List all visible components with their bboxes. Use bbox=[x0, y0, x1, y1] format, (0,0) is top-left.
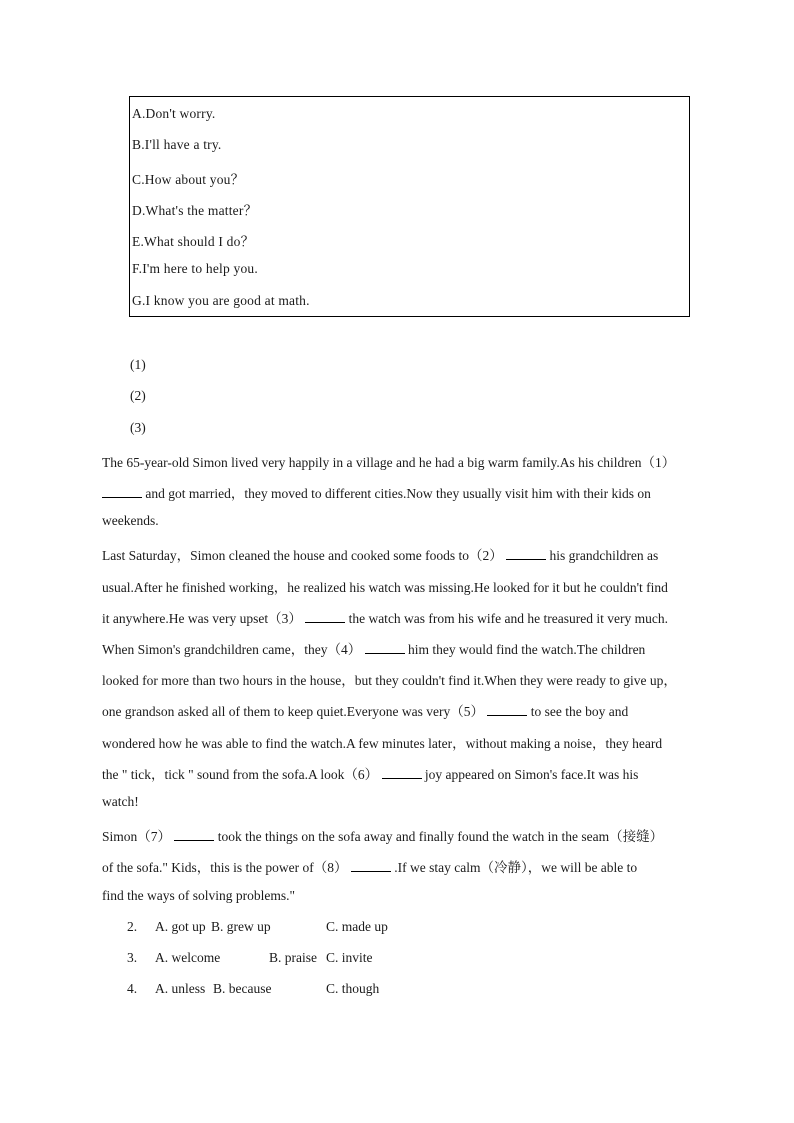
choice-b[interactable]: B. praise bbox=[269, 950, 317, 965]
question-row bbox=[127, 981, 427, 1001]
choice-c[interactable]: C. though bbox=[326, 981, 380, 996]
passage-text: Last Saturday，Simon cleaned the house and cooked some foods to（2） bbox=[102, 548, 503, 563]
choice-c[interactable]: C. invite bbox=[326, 950, 373, 965]
blank-3[interactable] bbox=[305, 610, 345, 623]
question-number: 2. bbox=[127, 919, 138, 934]
option-d: D.What's the matter？ bbox=[132, 203, 258, 218]
blank-8[interactable] bbox=[351, 859, 391, 872]
passage-line bbox=[102, 482, 651, 502]
question-number: 4. bbox=[127, 981, 138, 996]
passage-text: the watch was from his wife and he treasured it very much. bbox=[348, 611, 668, 626]
passage-text: and got married，they moved to different cities.Now they usually visit him with their kids on bbox=[145, 486, 651, 501]
passage-text: to see the boy and bbox=[530, 704, 629, 719]
passage-line bbox=[102, 638, 645, 658]
passage-text: When Simon's grandchildren came，they（4） bbox=[102, 642, 362, 657]
passage-line: The 65-year-old Simon lived very happily in a village and he had a big warm family.As his children（1） bbox=[102, 455, 676, 470]
passage-line: watch! bbox=[102, 794, 139, 809]
passage-text: him they would find the watch.The children bbox=[408, 642, 646, 657]
blank-5[interactable] bbox=[487, 703, 527, 716]
passage-text: the " tick，tick " sound from the sofa.A look（6） bbox=[102, 767, 379, 782]
passage-line: weekends. bbox=[102, 513, 159, 528]
passage-text: joy appeared on Simon's face.It was his bbox=[424, 767, 639, 782]
blank-7[interactable] bbox=[174, 828, 214, 841]
passage-line bbox=[102, 607, 668, 627]
passage-text: took the things on the sofa away and finally found the watch in the seam（接缝） bbox=[217, 829, 664, 844]
passage-text: of the sofa." Kids，this is the power of（8） bbox=[102, 860, 348, 875]
passage-line bbox=[102, 763, 638, 783]
passage-line bbox=[102, 700, 628, 720]
passage-line bbox=[102, 544, 658, 564]
choice-a[interactable]: A. got up bbox=[155, 919, 206, 934]
choice-c[interactable]: C. made up bbox=[326, 919, 388, 934]
answer-1: (1) bbox=[130, 357, 146, 372]
passage-line: usual.After he finished working，he realized his watch was missing.He looked for it but he couldn't find bbox=[102, 580, 668, 595]
passage-line: looked for more than two hours in the house，but they couldn't find it.When they were ready to give up， bbox=[102, 673, 677, 688]
passage-line bbox=[102, 856, 637, 876]
choice-b[interactable]: B. grew up bbox=[211, 919, 271, 934]
passage-text: .If we stay calm（冷静），we will be able to bbox=[394, 860, 638, 875]
choice-a[interactable]: A. unless bbox=[155, 981, 206, 996]
blank-4[interactable] bbox=[365, 641, 405, 654]
passage-line bbox=[102, 825, 663, 845]
passage-text: it anywhere.He was very upset（3） bbox=[102, 611, 302, 626]
option-f: F.I'm here to help you. bbox=[132, 261, 258, 276]
question-row bbox=[127, 950, 427, 970]
passage-line: wondered how he was able to find the watch.A few minutes later，without making a noise，they heard bbox=[102, 736, 663, 751]
passage-text: Simon（7） bbox=[102, 829, 172, 844]
question-number: 3. bbox=[127, 950, 138, 965]
option-g: G.I know you are good at math. bbox=[132, 293, 310, 308]
option-a: A.Don't worry. bbox=[132, 106, 216, 121]
options-box bbox=[129, 96, 690, 317]
option-b: B.I'll have a try. bbox=[132, 137, 222, 152]
choice-b[interactable]: B. because bbox=[213, 981, 272, 996]
blank-1[interactable] bbox=[102, 485, 142, 498]
question-row bbox=[127, 919, 427, 939]
option-c: C.How about you？ bbox=[132, 172, 245, 187]
answer-2: (2) bbox=[130, 388, 146, 403]
option-e: E.What should I do？ bbox=[132, 234, 255, 249]
passage-line: find the ways of solving problems." bbox=[102, 888, 295, 903]
blank-6[interactable] bbox=[382, 766, 422, 779]
passage-text: one grandson asked all of them to keep quiet.Everyone was very（5） bbox=[102, 704, 485, 719]
passage-text: his grandchildren as bbox=[549, 548, 659, 563]
blank-2[interactable] bbox=[506, 547, 546, 560]
answer-3: (3) bbox=[130, 420, 146, 435]
choice-a[interactable]: A. welcome bbox=[155, 950, 221, 965]
